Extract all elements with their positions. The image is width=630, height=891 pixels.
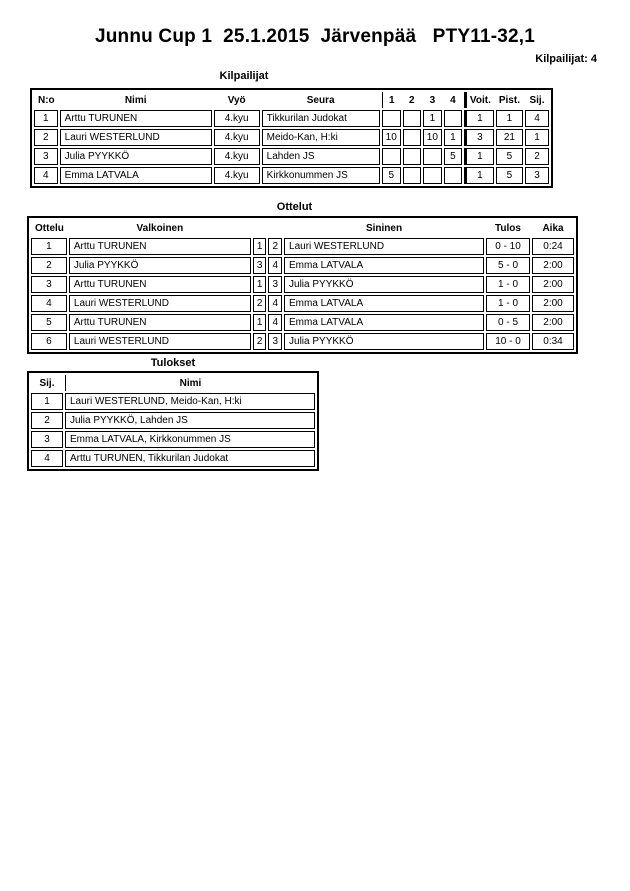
match-row bbox=[31, 314, 574, 331]
col-header-match2: 2 bbox=[409, 94, 415, 106]
competitor-row bbox=[34, 129, 549, 146]
col-header-place: Sij. bbox=[39, 377, 55, 389]
match-white-cell: Arttu TURUNEN bbox=[69, 238, 251, 255]
match-white-no-cell: 1 bbox=[253, 314, 267, 331]
match-blue-cell: Emma LATVALA bbox=[284, 314, 484, 331]
col-header-match: Ottelu bbox=[35, 222, 64, 234]
result-row bbox=[31, 431, 315, 448]
match-white-cell: Julia PYYKKÖ bbox=[69, 257, 251, 274]
competitor-no-cell: 1 bbox=[34, 110, 58, 127]
match-blue-no-cell: 4 bbox=[268, 257, 282, 274]
competitors-count-label: Kilpailijat: 4 bbox=[535, 53, 597, 65]
competitor-no-cell: 2 bbox=[34, 129, 58, 146]
result-row bbox=[31, 450, 315, 467]
competitor-match2-cell bbox=[403, 129, 421, 146]
match-no-cell: 3 bbox=[31, 276, 67, 293]
competitor-row bbox=[34, 148, 549, 165]
match-row bbox=[31, 257, 574, 274]
result-row bbox=[31, 412, 315, 429]
match-white-cell: Lauri WESTERLUND bbox=[69, 295, 251, 312]
competitor-belt-cell: 4.kyu bbox=[214, 167, 260, 184]
competitor-match1-cell bbox=[382, 148, 401, 165]
match-blue-cell: Julia PYYKKÖ bbox=[284, 333, 484, 350]
col-header-blue: Sininen bbox=[365, 222, 403, 234]
result-place-cell: 3 bbox=[31, 431, 63, 448]
match-time-cell: 0:34 bbox=[532, 333, 574, 350]
col-header-match1: 1 bbox=[382, 92, 401, 108]
competitor-match1-cell: 10 bbox=[382, 129, 401, 146]
col-header-no: N:o bbox=[38, 94, 55, 106]
match-white-cell: Arttu TURUNEN bbox=[69, 314, 251, 331]
competitor-match2-cell bbox=[403, 110, 421, 127]
col-header-match3: 3 bbox=[429, 94, 436, 106]
result-name-cell: Lauri WESTERLUND, Meido-Kan, H:ki bbox=[65, 393, 315, 410]
match-no-cell: 6 bbox=[31, 333, 67, 350]
match-time-cell: 2:00 bbox=[532, 257, 574, 274]
col-header-wins: Voit. bbox=[464, 92, 494, 108]
competitor-match3-cell: 10 bbox=[423, 129, 442, 146]
competitors-header-row bbox=[34, 92, 549, 108]
competitor-match4-cell bbox=[444, 167, 462, 184]
competitor-match4-cell: 5 bbox=[444, 148, 462, 165]
match-white-cell: Arttu TURUNEN bbox=[69, 276, 251, 293]
competitor-match2-cell bbox=[403, 148, 421, 165]
match-blue-cell: Emma LATVALA bbox=[284, 295, 484, 312]
match-row bbox=[31, 276, 574, 293]
competitor-no-cell: 4 bbox=[34, 167, 58, 184]
col-header-name: Nimi bbox=[65, 375, 315, 391]
match-blue-cell: Lauri WESTERLUND bbox=[284, 238, 484, 255]
competitor-points-cell: 21 bbox=[496, 129, 523, 146]
match-result-cell: 0 - 10 bbox=[486, 238, 530, 255]
match-row bbox=[31, 333, 574, 350]
match-blue-cell: Emma LATVALA bbox=[284, 257, 484, 274]
section-title-results: Tulokset bbox=[150, 357, 196, 369]
match-result-cell: 1 - 0 bbox=[486, 295, 530, 312]
competitor-place-cell: 2 bbox=[525, 148, 549, 165]
col-header-club: Seura bbox=[306, 94, 335, 106]
competitor-wins-cell: 1 bbox=[464, 110, 494, 127]
match-time-cell: 2:00 bbox=[532, 295, 574, 312]
col-header-blue-no bbox=[268, 220, 282, 236]
competitor-place-cell: 4 bbox=[525, 110, 549, 127]
match-result-cell: 0 - 5 bbox=[486, 314, 530, 331]
col-header-white: Valkoinen bbox=[136, 222, 184, 234]
match-no-cell: 1 bbox=[31, 238, 67, 255]
competitor-place-cell: 3 bbox=[525, 167, 549, 184]
result-name-cell: Emma LATVALA, Kirkkonummen JS bbox=[65, 431, 315, 448]
match-white-no-cell: 1 bbox=[253, 238, 267, 255]
match-result-cell: 1 - 0 bbox=[486, 276, 530, 293]
match-blue-no-cell: 3 bbox=[268, 333, 282, 350]
result-row bbox=[31, 393, 315, 410]
section-title-competitors: Kilpailijat bbox=[219, 70, 269, 82]
competitor-points-cell: 1 bbox=[496, 110, 523, 127]
competitor-club-cell: Meido-Kan, H:ki bbox=[262, 129, 380, 146]
results-table bbox=[27, 371, 319, 471]
match-result-cell: 10 - 0 bbox=[486, 333, 530, 350]
result-name-cell: Arttu TURUNEN, Tikkurilan Judokat bbox=[65, 450, 315, 467]
competitor-match4-cell: 1 bbox=[444, 129, 462, 146]
competitor-club-cell: Kirkkonummen JS bbox=[262, 167, 380, 184]
competitor-match3-cell: 1 bbox=[423, 110, 442, 127]
col-header-name: Nimi bbox=[124, 94, 147, 106]
match-row bbox=[31, 295, 574, 312]
competitor-match1-cell: 5 bbox=[382, 167, 401, 184]
col-header-belt: Vyö bbox=[227, 94, 246, 106]
competitor-belt-cell: 4.kyu bbox=[214, 110, 260, 127]
competitor-points-cell: 5 bbox=[496, 167, 523, 184]
match-time-cell: 2:00 bbox=[532, 314, 574, 331]
competitor-name-cell: Julia PYYKKÖ bbox=[60, 148, 212, 165]
match-blue-no-cell: 3 bbox=[268, 276, 282, 293]
competitor-club-cell: Tikkurilan Judokat bbox=[262, 110, 380, 127]
competitor-match2-cell bbox=[403, 167, 421, 184]
col-header-white-no bbox=[253, 220, 267, 236]
match-white-cell: Lauri WESTERLUND bbox=[69, 333, 251, 350]
competitors-table bbox=[30, 88, 553, 188]
result-name-cell: Julia PYYKKÖ, Lahden JS bbox=[65, 412, 315, 429]
match-no-cell: 4 bbox=[31, 295, 67, 312]
section-title-matches: Ottelut bbox=[276, 201, 313, 213]
result-place-cell: 1 bbox=[31, 393, 63, 410]
result-place-cell: 4 bbox=[31, 450, 63, 467]
competitor-wins-cell: 1 bbox=[464, 148, 494, 165]
match-white-no-cell: 2 bbox=[253, 295, 267, 312]
matches-table bbox=[27, 216, 578, 354]
match-blue-no-cell: 4 bbox=[268, 314, 282, 331]
competitor-match1-cell bbox=[382, 110, 401, 127]
competitor-row bbox=[34, 110, 549, 127]
competitor-wins-cell: 1 bbox=[464, 167, 494, 184]
match-time-cell: 0:24 bbox=[532, 238, 574, 255]
match-white-no-cell: 2 bbox=[253, 333, 267, 350]
competitor-belt-cell: 4.kyu bbox=[214, 129, 260, 146]
match-blue-no-cell: 2 bbox=[268, 238, 282, 255]
col-header-place: Sij. bbox=[529, 94, 545, 106]
match-white-no-cell: 1 bbox=[253, 276, 267, 293]
match-time-cell: 2:00 bbox=[532, 276, 574, 293]
match-blue-cell: Julia PYYKKÖ bbox=[284, 276, 484, 293]
result-place-cell: 2 bbox=[31, 412, 63, 429]
competitor-wins-cell: 3 bbox=[464, 129, 494, 146]
competitor-points-cell: 5 bbox=[496, 148, 523, 165]
col-header-points: Pist. bbox=[498, 94, 520, 106]
competitor-match3-cell bbox=[423, 167, 442, 184]
competitor-name-cell: Arttu TURUNEN bbox=[60, 110, 212, 127]
competitor-match4-cell bbox=[444, 110, 462, 127]
match-no-cell: 5 bbox=[31, 314, 67, 331]
match-result-cell: 5 - 0 bbox=[486, 257, 530, 274]
col-header-result: Tulos bbox=[495, 222, 521, 234]
competitor-row bbox=[34, 167, 549, 184]
match-row bbox=[31, 238, 574, 255]
competitor-no-cell: 3 bbox=[34, 148, 58, 165]
matches-header-row bbox=[31, 220, 574, 236]
col-header-match4: 4 bbox=[450, 94, 456, 106]
col-header-time: Aika bbox=[542, 222, 564, 234]
competitor-club-cell: Lahden JS bbox=[262, 148, 380, 165]
match-blue-no-cell: 4 bbox=[268, 295, 282, 312]
competitor-match3-cell bbox=[423, 148, 442, 165]
competitor-name-cell: Emma LATVALA bbox=[60, 167, 212, 184]
match-no-cell: 2 bbox=[31, 257, 67, 274]
competitor-belt-cell: 4.kyu bbox=[214, 148, 260, 165]
competitor-place-cell: 1 bbox=[525, 129, 549, 146]
match-white-no-cell: 3 bbox=[253, 257, 267, 274]
competitor-name-cell: Lauri WESTERLUND bbox=[60, 129, 212, 146]
page-title: Junnu Cup 1 25.1.2015 Järvenpää PTY11-32,1 bbox=[94, 26, 536, 47]
results-header-row bbox=[31, 375, 315, 391]
